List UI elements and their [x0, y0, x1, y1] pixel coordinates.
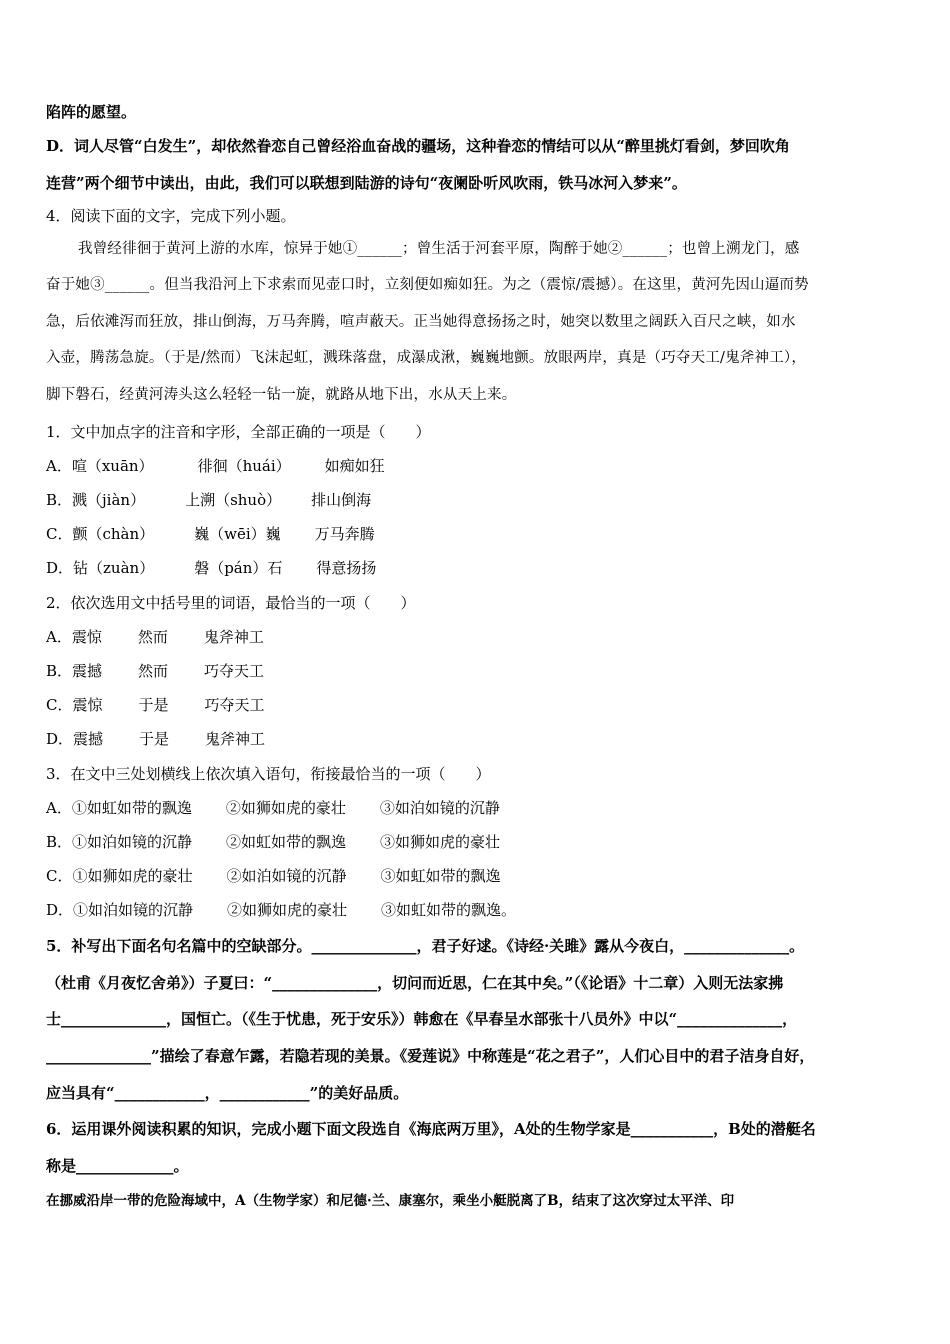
option-part: 然而	[137, 628, 168, 646]
option-part: 于是	[138, 696, 169, 714]
q4-heading: 4．阅读下面的文字，完成下列小题。	[46, 207, 296, 225]
option-part: 如痴如狂	[324, 457, 385, 475]
q4-sub3-stem: 3．在文中三处划横线上依次填入语句，衔接最恰当的一项（ ）	[46, 765, 491, 783]
q4-sub3-option-c[interactable]	[46, 866, 501, 886]
q4-sub2-option-b[interactable]	[46, 661, 264, 681]
option-part: ③如狮如虎的豪壮	[380, 833, 501, 851]
option-part: 巍（wēi）巍	[194, 525, 281, 543]
q4-passage-line: 脚下磐石，经黄河涛头这么轻轻一钻一旋，就路从地下出，水从天上来。	[46, 387, 517, 403]
option-part: A．喧（xuān）	[46, 457, 154, 475]
option-part: C．震惊	[46, 696, 103, 714]
option-part: 鬼斧神工	[203, 628, 264, 646]
option-part: B．①如泊如镜的沉静	[46, 833, 193, 851]
prev-option-d-line2: 连营”两个细节中读出，由此，我们可以联想到陆游的诗句“夜阑卧听风吹雨，铁马冰河入梦来”。	[46, 174, 687, 192]
option-part: 徘徊（huái）	[197, 457, 291, 475]
option-part: C．①如狮如虎的豪壮	[46, 867, 193, 885]
option-part: 鬼斧神工	[205, 730, 266, 748]
q4-passage-line: 奋于她③______。但当我沿河上下求索而见壶口时，立刻便如痴如狂。为之（震惊/震撼）。在这里，黄河先因山逼而势	[46, 277, 809, 293]
option-part: 得意扬扬	[316, 559, 377, 577]
option-part: 于是	[139, 730, 170, 748]
q4-sub1-option-d[interactable]	[46, 558, 376, 578]
q4-sub3-option-b[interactable]	[46, 832, 500, 852]
option-part: A．①如虹如带的飘逸	[46, 799, 192, 817]
option-part: ②如泊如镜的沉静	[226, 867, 347, 885]
q5-line: （杜甫《月夜忆舍弟》）子夏曰：“______________，切问而近思，仁在其中矣。”（《论语》十二章）入则无法家拂	[46, 974, 784, 992]
option-part: ③如虹如带的飘逸。	[381, 901, 517, 919]
q5-line: 士______________，国恒亡。（《生于忧患，死于安乐》）韩愈在《早春呈水部张十八员外》中以“______________，	[46, 1010, 798, 1028]
q4-sub2-option-a[interactable]	[46, 627, 264, 647]
q6-passage-line: 在挪威沿岸一带的危险海域中，A（生物学家）和尼德·兰、康塞尔，乘坐小艇脱离了B，结束了这次穿过太平洋、印	[46, 1193, 735, 1209]
option-part: 巧夺天工	[204, 696, 265, 714]
q4-sub1-option-c[interactable]	[46, 524, 375, 544]
option-part: 万马奔腾	[314, 525, 375, 543]
prev-option-c-tail: 陷阵的愿望。	[46, 103, 137, 121]
q4-passage-line: 急，后依滩泻而狂放，排山倒海，万马奔腾，喧声蔽天。正当她得意扬扬之时，她突以数里之阔跃入百尺之峡，如水	[46, 314, 796, 330]
option-part: 然而	[138, 662, 169, 680]
q5-line: 应当具有“____________，____________”的美好品质。	[46, 1084, 409, 1102]
q4-sub1-option-b[interactable]	[46, 490, 371, 510]
q5-line: ______________”描绘了春意乍露，若隐若现的美景。《爱莲说》中称莲是“花之君子”，人们心目中的君子洁身自好，	[46, 1047, 815, 1065]
q4-sub3-option-a[interactable]	[46, 798, 500, 818]
option-part: 磐（pán）石	[194, 559, 283, 577]
q4-passage-line: 入壶，腾荡急旋。（于是/然而）飞沫起虹，溅珠落盘，成瀑成湫，巍巍地颤。放眼两岸，真是（巧夺天工/鬼斧神工），	[46, 350, 807, 366]
option-part: 上溯（shuò）	[185, 491, 282, 509]
q4-sub1-stem: 1．文中加点字的注音和字形，全部正确的一项是（ ）	[46, 423, 431, 441]
option-part: D．①如泊如镜的沉静	[46, 901, 194, 919]
option-part: ②如虹如带的飘逸	[226, 833, 347, 851]
option-part: C．颤（chàn）	[46, 525, 155, 543]
option-part: B．震撼	[46, 662, 103, 680]
option-part: B．溅（jiàn）	[46, 491, 146, 509]
option-part: D．钻（zuàn）	[46, 559, 155, 577]
q4-sub3-option-d[interactable]	[46, 900, 516, 920]
q6-line2: 称是_____________。	[46, 1157, 189, 1175]
q4-sub2-option-d[interactable]	[46, 729, 265, 749]
option-part: A．震惊	[46, 628, 102, 646]
q6-line1: 6．运用课外阅读积累的知识，完成小题下面文段选自《海底两万里》，A处的生物学家是___________，B处的潜艇名	[46, 1120, 816, 1138]
prev-option-d-line1: D．词人尽管“白发生”，却依然眷恋自己曾经浴血奋战的疆场，这种眷恋的情结可以从“醉里挑灯看剑，梦回吹角	[46, 137, 790, 155]
q4-sub1-option-a[interactable]	[46, 456, 385, 476]
q4-passage-line: 我曾经徘徊于黄河上游的水库，惊异于她①______；曾生活于河套平原，陶醉于她②______；也曾上溯龙门，感	[78, 241, 800, 257]
option-part: ③如泊如镜的沉静	[379, 799, 500, 817]
q4-sub2-option-c[interactable]	[46, 695, 265, 715]
option-part: ②如狮如虎的豪壮	[225, 799, 346, 817]
q5-line: 5．补写出下面名句名篇中的空缺部分。______________，君子好逑。《诗经·关雎》露从今夜白，______________。	[46, 937, 805, 955]
option-part: ③如虹如带的飘逸	[380, 867, 501, 885]
option-part: 排山倒海	[311, 491, 372, 509]
option-part: ②如狮如虎的豪壮	[227, 901, 348, 919]
option-part: 巧夺天工	[204, 662, 265, 680]
option-part: D．震撼	[46, 730, 104, 748]
q4-sub2-stem: 2．依次选用文中括号里的词语，最恰当的一项（ ）	[46, 594, 416, 612]
